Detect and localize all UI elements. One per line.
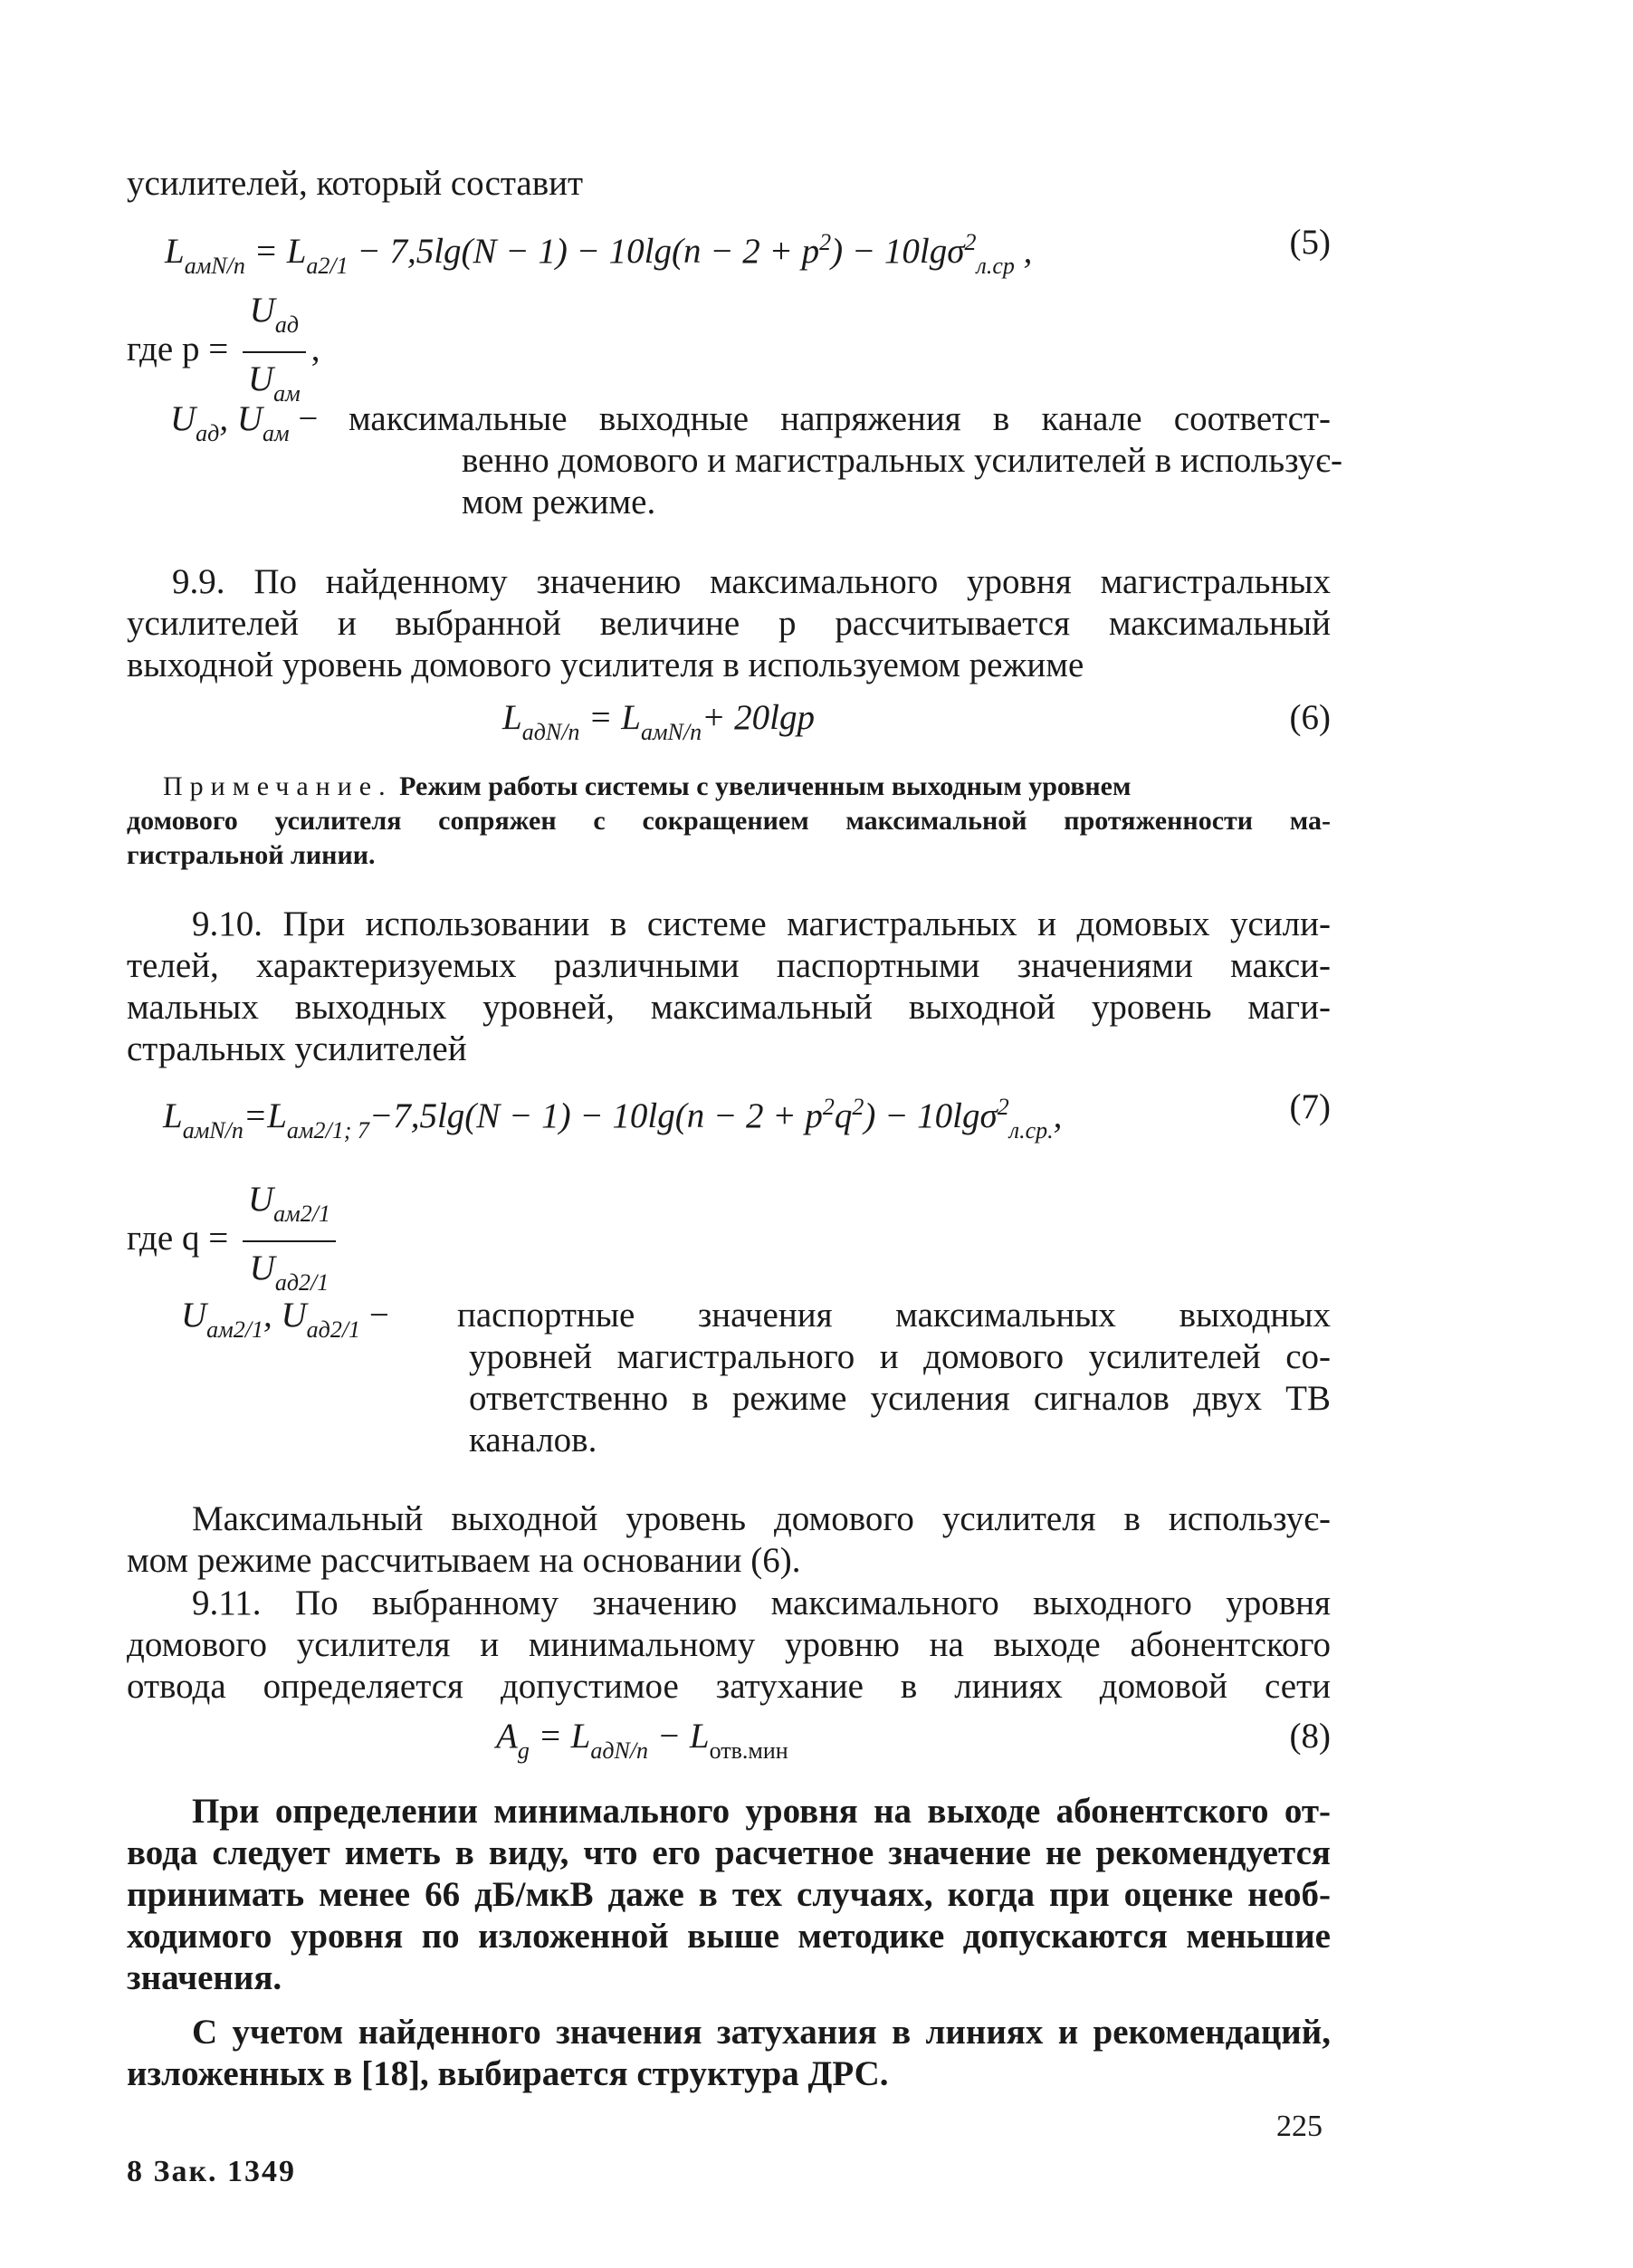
equation-number: (6) [1289,698,1331,737]
text-line: усилителей и выбранной величине p рассчитывается максимальный [127,604,1331,643]
text-line: мом режиме рассчитываем на основании (6). [127,1541,801,1580]
text-line: домового усилителя и минимальному уровню на выходе абонентского [127,1625,1331,1664]
text-line: принимать менее 66 дБ/мкВ даже в тех случаях, когда при оценке необ- [127,1875,1331,1914]
equation-8: $A_g = L_{aдN/n} - L_{отв.мин}$ (8) [496,1717,1331,1764]
equation-number: (5) [1289,223,1331,262]
definition-u: $U_{aд}$, $U_{aм}$ − [170,399,319,446]
page-number: 225 [1276,2110,1323,2143]
definition-line: венно домового и магистральных усилителей в использує- [462,441,1342,480]
text-line: изложенных в [18], выбирается структура ДРС. [127,2054,889,2093]
where-q: где q = $\frac{U_{aм2/1}}{U_{aд2/1}}$ [127,1177,1331,1306]
text-line: выходной уровень домового усилителя в используемом режиме [127,646,1084,684]
equation-7: $L_{aмN/n}=L_{aм2/1; 7}-7,5\lg(N - 1) - 10\lg(n - 2 + p^2q^2) - 10\lg\sigma^2_{л.ср.}$, (7) [163,1087,1331,1144]
text-line: значения. [127,1958,282,1997]
note-line: гистральной линии. [127,840,376,870]
text-line: Максимальный выходной уровень домового усилителя в использує- [192,1499,1331,1538]
print-order-mark: 8 Зак. 1349 [127,2155,297,2188]
equation-6: $L_{aдN/n} = L_{aмN/n}+ 20\lg p$ (6) [502,698,1331,745]
text-line: ходимого уровня по изложенной выше методике допускаются меньшие [127,1917,1331,1956]
text-line: 9.9. По найденному значению максимального уровня магистральных [172,562,1331,601]
equation-number: (8) [1289,1717,1331,1756]
definition-line: уровней магистрального и домового усилителей со- [469,1337,1331,1376]
text-line: мальных выходных уровней, максимальный выходной уровень маги- [127,988,1331,1027]
definition-line: максимальные выходные напряжения в канале соответст- [349,399,1331,438]
text-line: 9.11. По выбранному значению максимального выходного уровня [192,1584,1331,1622]
text-line: отвода определяется допустимое затухание в линиях домовой сети [127,1667,1331,1706]
text-line: телей, характеризуемых различными паспортными значениями макси- [127,946,1331,985]
text-line: С учетом найденного значения затухания в линиях и рекомендаций, [192,2013,1331,2052]
equation-5: $L_{aмN/n} = L_{a2/1} - 7,5\lg(N - 1) - 10\lg(n - 2 + p^2) - 10\lg\sigma^2_{л.ср}$ , (5) [165,223,1331,279]
text-line: стральных усилителей [127,1029,467,1068]
equation-number: (7) [1289,1087,1331,1126]
text-line: При определении минимального уровня на выходе абонентского от- [192,1792,1331,1831]
definition-u: $U_{aм2/1}$, $U_{aд2/1}$ − [181,1296,389,1343]
text-line: усилителей, который составит [127,164,584,203]
definition-line: паспортные значения максимальных выходных [457,1296,1331,1335]
definition-line: мом режиме. [462,483,656,522]
definition-line: каналов. [469,1421,597,1459]
note-line: Примечание. Режим работы системы с увеличенным выходным уровнем [163,771,1132,801]
definition-line: ответственно в режиме усиления сигналов двух ТВ [469,1379,1331,1418]
text-line: вода следует иметь в виду, что его расчетное значение не рекомендуется [127,1833,1331,1872]
note-heading: Примечание. [163,771,393,801]
where-p: где p = $\frac{U_{aд}}{U_{aм}}$ , [127,288,1331,416]
text-line: 9.10. При использовании в системе магистральных и домовых усили- [192,904,1331,943]
note-line: домового усилителя сопряжен с сокращением максимальной протяженности ма- [127,806,1331,836]
